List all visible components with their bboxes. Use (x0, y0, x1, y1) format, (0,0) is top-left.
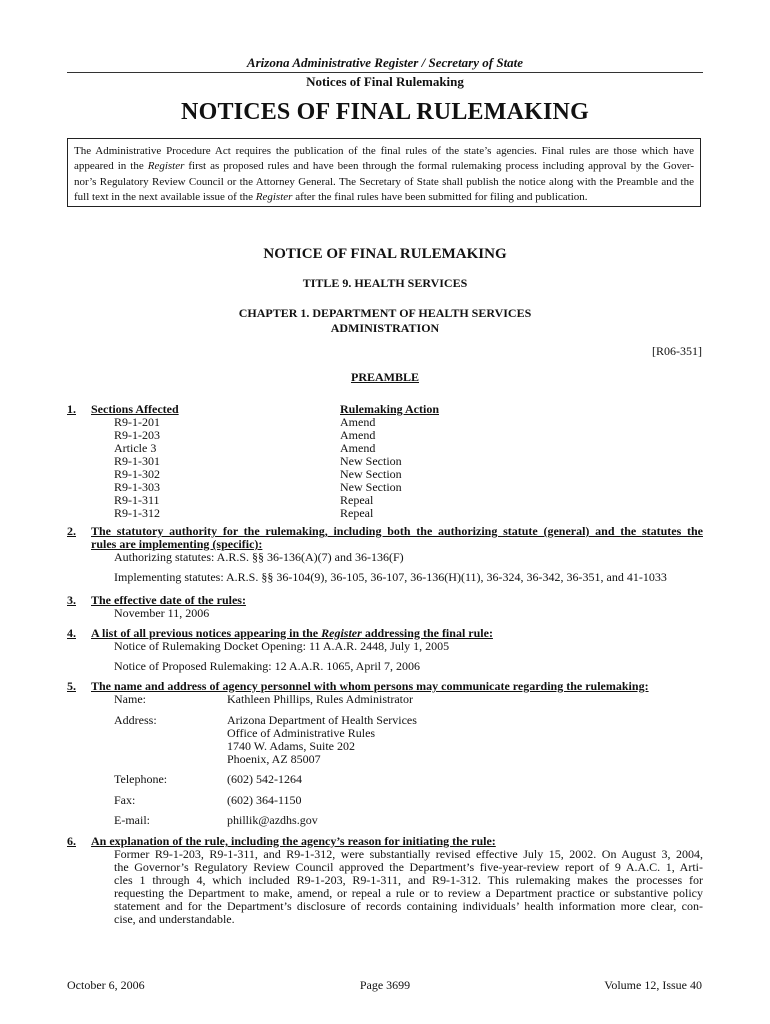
contact-fax-label: Fax: (114, 793, 136, 807)
contact-telephone-label: Telephone: (114, 772, 168, 786)
intro-line: full text in the next available issue of the Register after the final rules have been submitted for filing and publication. (74, 190, 588, 203)
contact-address-line: 1740 W. Adams, Suite 202 (227, 739, 356, 753)
section-cell: R9-1-303 (114, 480, 160, 494)
section-cell: Article 3 (114, 441, 157, 455)
contact-email-value: phillik@azdhs.gov (227, 813, 318, 827)
section-cell: R9-1-302 (114, 467, 160, 481)
notice-heading: NOTICE OF FINAL RULEMAKING (263, 246, 507, 262)
contact-address-line: Arizona Department of Health Services (227, 713, 417, 727)
item2-heading-line2: rules are implementing (specific): (91, 537, 263, 551)
item1-action-heading: Rulemaking Action (340, 402, 440, 416)
preamble-label: PREAMBLE (350, 370, 419, 384)
item5-number: 5. (67, 679, 76, 693)
item6-line: cles 1 through 4, which included R9-1-203, R9-1-311, and R9-1-312. This rulemaking makes the processes for (114, 873, 703, 887)
item2-number: 2. (67, 524, 76, 538)
item6-line: requesting the Department to make, amend, or repeal a rule or to review a Department practice or substantive policy (114, 886, 703, 900)
action-cell: New Section (340, 480, 402, 494)
section-cell: R9-1-301 (114, 454, 160, 468)
notice-chapter-line2: ADMINISTRATION (330, 321, 440, 335)
item4-number: 4. (67, 626, 76, 640)
action-cell: Repeal (340, 506, 374, 520)
item4-heading-post: addressing the final rule: (361, 626, 493, 640)
action-cell: Amend (340, 415, 376, 429)
action-cell: Amend (340, 441, 376, 455)
footer-volume: Volume 12, Issue 40 (604, 978, 702, 992)
item2-implementing: Implementing statutes: A.R.S. §§ 36-104(9), 36-105, 36-107, 36-136(H)(11), 36-324, 36-342, 36-351, and 41-1033 (114, 570, 667, 584)
item5-heading: The name and address of agency personnel with whom persons may communicate regarding the rulemaking: (91, 679, 649, 693)
notice-code: [R06-351] (652, 344, 702, 358)
contact-address-line: Phoenix, AZ 85007 (227, 752, 321, 766)
item3-number: 3. (67, 593, 76, 607)
running-head-subtitle: Notices of Final Rulemaking (306, 74, 464, 89)
intro-line: appeared in the Register first as proposed rules and have been through the formal rulemaking process including approval by the Gover- (74, 160, 694, 173)
action-cell: New Section (340, 467, 402, 481)
contact-address-line: Office of Administrative Rules (227, 726, 376, 740)
item4-heading-em: Register (321, 626, 362, 640)
section-cell: R9-1-203 (114, 428, 160, 442)
item2-authorizing: Authorizing statutes: A.R.S. §§ 36-136(A)(7) and 36-136(F) (114, 550, 404, 564)
notice-title: TITLE 9. HEALTH SERVICES (302, 276, 468, 290)
page-title: NOTICES OF FINAL RULEMAKING (181, 99, 589, 125)
contact-address-label: Address: (114, 713, 157, 727)
item6-line: statement and for the Department’s disclosure of records containing individuals’ health information more clear, con- (114, 899, 703, 913)
item4-line1: Notice of Rulemaking Docket Opening: 11 A.A.R. 2448, July 1, 2005 (114, 639, 450, 653)
item6-heading: An explanation of the rule, including the agency’s reason for initiating the rule: (91, 834, 496, 848)
item6-number: 6. (67, 834, 76, 848)
action-cell: Amend (340, 428, 376, 442)
item2-heading-line1: The statutory authority for the rulemaking, including both the authorizing statute (general) and the statutes the (91, 524, 703, 538)
contact-name-value: Kathleen Phillips, Rules Administrator (227, 692, 413, 706)
section-cell: R9-1-312 (114, 506, 160, 520)
item6-line: cise, and understandable. (114, 912, 235, 926)
action-cell: Repeal (340, 493, 374, 507)
intro-line: The Administrative Procedure Act requires the publication of the final rules of the state’s agencies. Final rules are those which have (74, 145, 694, 157)
preamble-heading (0, 370, 770, 385)
intro-box (67, 138, 701, 207)
item1-heading: Sections Affected (91, 402, 179, 416)
footer-page: Page 3699 (359, 978, 411, 992)
item4-heading-pre: A list of all previous notices appearing in the (91, 626, 322, 640)
item6-line: Former R9-1-203, R9-1-311, and R9-1-312, were substantially revised effective July 15, 2002. On August 3, 2004, (114, 847, 703, 861)
footer-date: October 6, 2006 (67, 978, 145, 992)
contact-fax-value: (602) 364-1150 (227, 793, 302, 807)
section-cell: R9-1-311 (114, 493, 160, 507)
contact-telephone-value: (602) 542-1264 (227, 772, 302, 786)
notice-chapter-line1: CHAPTER 1. DEPARTMENT OF HEALTH SERVICES (238, 306, 532, 320)
item6-line: the Governor’s Regulatory Review Council approved the Department’s five-year-review report of 9 A.A.C. 1, Arti- (114, 860, 703, 874)
section-cell: R9-1-201 (114, 415, 160, 429)
intro-line: nor’s Regulatory Review Council or the Attorney General. The Secretary of State shall publish the notice along with the Preamble and the (74, 175, 694, 188)
running-head-title: Arizona Administrative Register / Secretary of State (246, 55, 524, 70)
contact-email-label: E-mail: (114, 813, 150, 827)
item3-heading: The effective date of the rules: (91, 593, 246, 607)
running-head-rule (67, 72, 703, 73)
item4-line2: Notice of Proposed Rulemaking: 12 A.A.R. 1065, April 7, 2006 (114, 659, 420, 673)
action-cell: New Section (340, 454, 402, 468)
contact-name-label: Name: (114, 692, 146, 706)
item1-number: 1. (67, 402, 76, 416)
item3-value: November 11, 2006 (114, 606, 210, 620)
